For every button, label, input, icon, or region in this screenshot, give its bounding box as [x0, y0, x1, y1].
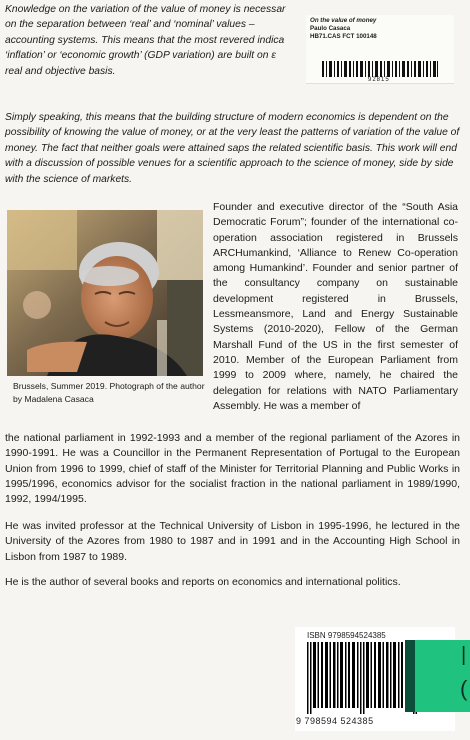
- logo-glyph-top: |: [461, 644, 467, 666]
- photo-caption: Brussels, Summer 2019. Photograph of the author by Madalena Casaca: [13, 381, 205, 404]
- bio-paragraph-2: He was invited professor at the Technical University of Lisbon in 1995-1996, he lectured in the University of the Azores from 1980 to 1987 and in 1991 and in the Accounting High School in Lisbon from 1987 to 1989.: [5, 520, 460, 563]
- logo-glyph-bottom: (: [460, 676, 468, 701]
- label-author: Paulo Casaca: [310, 25, 351, 32]
- label-call-number: HB71.CAS FCT 100148: [310, 33, 377, 40]
- bio-paragraph-3: He is the author of several books and reports on economics and international politics.: [5, 576, 401, 588]
- library-label: [306, 15, 454, 84]
- bio-paragraph-1-continued: the national parliament in 1992-1993 and a member of the regional parliament of the Azores in 1990-1991. He was a Councillor in the Permanent Representation of Portugal to the European Union from 1996 to 1999, chief of staff of the Minister for Territorial Planning and Public Works in 1995/1996, economics advisor for the socialist fraction in the national parliament in 1989/1990, 1992, 1994/1995.: [5, 432, 460, 506]
- intro-line: on the separation between ‘real’ and ‘nominal’ values –: [5, 19, 255, 31]
- isbn-digits: 9 798594 524385: [296, 716, 374, 726]
- logo-dark-strip: [405, 640, 415, 712]
- intro-line: ‘inflation’ or ‘economic growth’ (GDP variation) are built on ε: [5, 50, 276, 62]
- bio-paragraph-1: Founder and executive director of the “South Asia Democratic Forum”; founder of the international co-operation association registered in Brussels ARCHumankind, ‘Alliance to Renew Co-operation among Humankind’. Founder and senior partner of the consultancy company on sustainable development registered in Brussels, Lessmeansmore, Land and Energy Sustainable Systems (2010-2020), Fellow of the German Marshall Fund of the US in the first semester of 2010. Member of the European Parliament from 1999 to 2009 where, namely, he chaired the delegation for relations with NATO Parliamentary Assembly. He was a member of: [213, 201, 458, 412]
- author-photo: [7, 210, 203, 376]
- intro-line: accounting systems. This means that the most revered indica: [5, 34, 285, 46]
- intro-paragraph: [5, 2, 307, 79]
- intro-line: real and objective basis.: [5, 65, 116, 77]
- isbn-barcode: [307, 642, 417, 714]
- label-barcode-number: 92815: [368, 77, 390, 83]
- summary-paragraph: Simply speaking, this means that the building structure of modern economics is dependent on the possibility of knowing the value of money, or at the very least the patterns of variation of the value of money. The fact that neither goals were attained saps the related scientific basis. This work will end with a discussion of possible venues for a scientific approach to the science of money, side by side with the science of markets.: [5, 112, 460, 185]
- isbn-label: ISBN 9798594524385: [307, 631, 386, 640]
- publisher-logo: [405, 640, 470, 712]
- intro-line: Knowledge on the variation of the value of money is necessar: [5, 4, 286, 15]
- label-title: On the value of money: [310, 17, 377, 24]
- library-barcode: [322, 61, 438, 77]
